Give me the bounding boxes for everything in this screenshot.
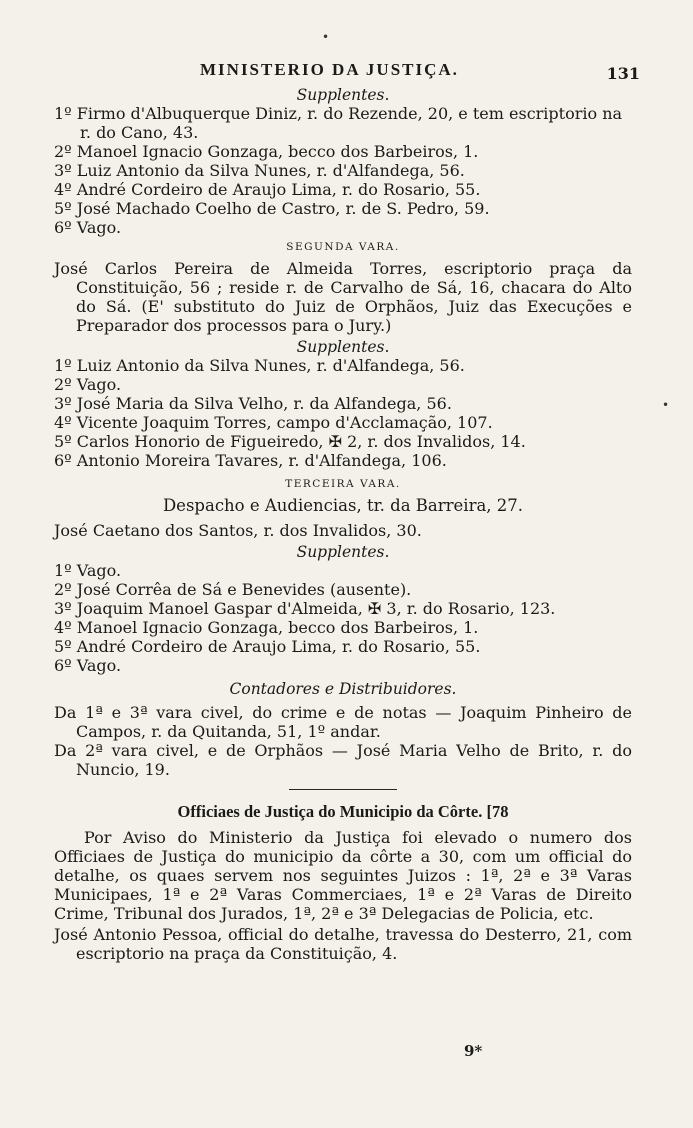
running-header bbox=[54, 58, 640, 86]
signature-mark: 9* bbox=[464, 1042, 483, 1060]
segunda-vara-title: SEGUNDA VARA. bbox=[286, 241, 400, 253]
first-vara-list bbox=[54, 104, 632, 237]
contadores-item: Da 2ª vara civel, e de Orphãos — José Maria Velho de Brito, r. do Nuncio, 19. bbox=[54, 741, 632, 779]
segunda-vara-list bbox=[54, 356, 632, 470]
contadores-item: Da 1ª e 3ª vara civel, do crime e de notas — Joaquim Pinheiro de Campos, r. da Quitanda, 51, 1º andar. bbox=[54, 703, 632, 741]
supplentes-heading-1: Supplentes. bbox=[296, 86, 390, 104]
list-item: 2º Vago. bbox=[54, 375, 122, 394]
list-item: 6º Vago. bbox=[54, 218, 122, 237]
supplentes-heading-2: Supplentes. bbox=[296, 338, 390, 356]
section-divider bbox=[289, 789, 397, 790]
list-item: 5º José Machado Coelho de Castro, r. de S. Pedro, 59. bbox=[54, 199, 490, 218]
officiaes-paragraph: Por Aviso do Ministerio da Justiça foi elevado o numero dos Officiaes de Justiça do municipio da côrte a 30, com um official do detalhe, os quaes servem nos seguintes Juizos : 1ª, 2ª e 3ª Varas Municipaes, 1ª e 2ª Varas Commerciaes, 1ª e 2ª Varas de Direito Crime, Tribunal dos Jurados, 1ª, 2ª e 3ª Delegacias de Policia, etc. bbox=[54, 828, 632, 923]
list-item: 1º Luiz Antonio da Silva Nunes, r. d'Alfandega, 56. bbox=[54, 356, 465, 375]
list-item: 3º Joaquim Manoel Gaspar d'Almeida, ✠ 3, r. do Rosario, 123. bbox=[54, 599, 556, 618]
document-page bbox=[54, 58, 640, 963]
terceira-vara-title: TERCEIRA VARA. bbox=[285, 478, 401, 490]
list-item: 3º José Maria da Silva Velho, r. da Alfandega, 56. bbox=[54, 394, 452, 413]
list-item: 6º Vago. bbox=[54, 656, 122, 675]
officiaes-heading: Officiaes de Justiça do Municipio da Côrte. [78 bbox=[177, 802, 509, 821]
list-item: 4º Vicente Joaquim Torres, campo d'Acclamação, 107. bbox=[54, 413, 493, 432]
page-number: 131 bbox=[606, 64, 640, 83]
list-item: 4º Manoel Ignacio Gonzaga, becco dos Barbeiros, 1. bbox=[54, 618, 479, 637]
terceira-vara-despacho: Despacho e Audiencias, tr. da Barreira, 27. bbox=[162, 496, 524, 515]
list-item: 6º Antonio Moreira Tavares, r. d'Alfandega, 106. bbox=[54, 451, 447, 470]
list-item: 1º Firmo d'Albuquerque Diniz, r. do Rezende, 20, e tem escriptorio na r. do Cano, 43. bbox=[54, 104, 623, 142]
officiaes-detail: José Antonio Pessoa, official do detalhe, travessa do Desterro, 21, com escriptorio na praça da Constituição, 4. bbox=[54, 925, 632, 963]
list-item: 5º Carlos Honorio de Figueiredo, ✠ 2, r. dos Invalidos, 14. bbox=[54, 432, 526, 451]
supplentes-heading-3: Supplentes. bbox=[296, 543, 390, 561]
list-item: 3º Luiz Antonio da Silva Nunes, r. d'Alfandega, 56. bbox=[54, 161, 465, 180]
terceira-vara-judge: José Caetano dos Santos, r. dos Invalidos, 30. bbox=[54, 521, 422, 540]
list-item: 5º André Cordeiro de Araujo Lima, r. do Rosario, 55. bbox=[54, 637, 481, 656]
list-item: 1º Vago. bbox=[54, 561, 122, 580]
ink-dot: • bbox=[322, 30, 330, 44]
list-item: 2º José Corrêa de Sá e Benevides (ausente). bbox=[54, 580, 412, 599]
list-item: 2º Manoel Ignacio Gonzaga, becco dos Barbeiros, 1. bbox=[54, 142, 479, 161]
page-header-title: MINISTERIO DA JUSTIÇA. bbox=[200, 60, 459, 79]
contadores-heading: Contadores e Distribuidores. bbox=[229, 680, 457, 698]
list-item: 4º André Cordeiro de Araujo Lima, r. do Rosario, 55. bbox=[54, 180, 481, 199]
ink-dot: • bbox=[662, 398, 670, 412]
segunda-vara-judge: José Carlos Pereira de Almeida Torres, escriptorio praça da Constituição, 56 ; reside r. de Carvalho de Sá, 16, chacara do Alto do Sá. (E' substituto do Juiz de Orphãos, Juiz das Execuções e Preparador dos processos para o Jury.) bbox=[54, 259, 632, 335]
terceira-vara-list bbox=[54, 561, 632, 675]
